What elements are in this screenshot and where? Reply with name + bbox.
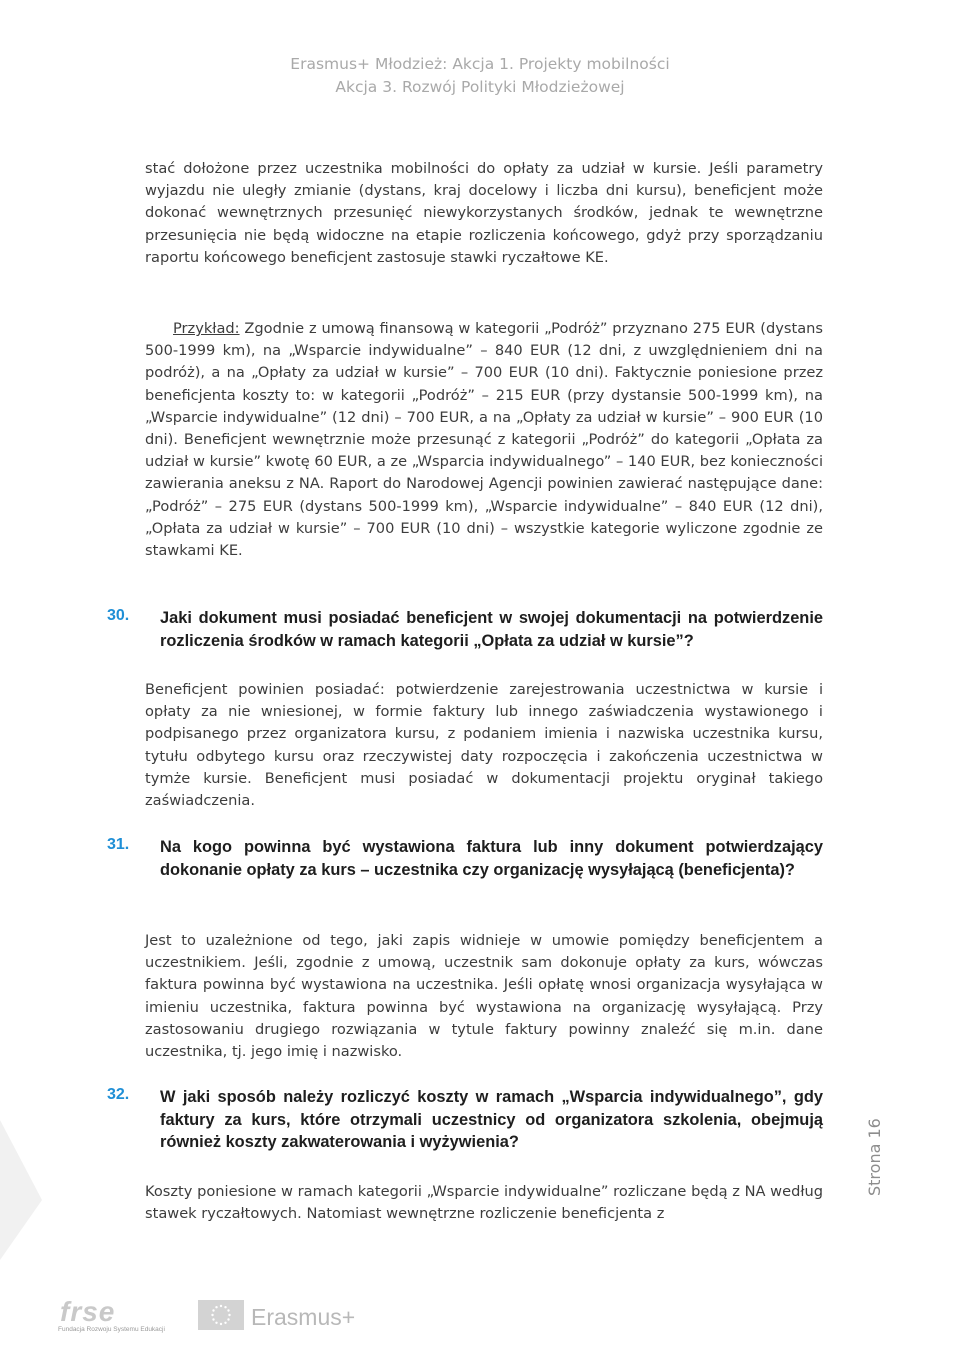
answer-31: Jest to uzależnione od tego, jaki zapis widnieje w umowie pomiędzy beneficjentem a uczestnikiem. Jeśli, zgodnie z umową, uczestnik sam dokonuje opłaty za kurs, wówczas faktura powinna być wystawiona na uczestnika. Jeśli opłatę wnosi organizacja wysyłająca w imieniu uczestnika, faktura powinna być wystawiona na organizację wysyłającą. Przy zastosowaniu drugiego rozwiązania w tytule faktury powinny znaleźć się m.in. dane uczestnika, tj. jego imię i nazwisko.	[145, 932, 823, 1061]
answer-32: Koszty poniesione w ramach kategorii „Wsparcie indywidualne” rozliczane będą z NA według stawek ryczałtowych. Natomiast wewnętrzne rozliczenie beneficjenta z	[145, 1183, 823, 1223]
corner-decoration	[0, 1120, 60, 1260]
frse-logo-text: frse	[60, 1296, 116, 1327]
intro-paragraph: stać dołożone przez uczestnika mobilności do opłaty za udział w kursie. Jeśli parametry wyjazdu nie uległy zmianie (dystans, kraj docelowy i liczba dni kursu), beneficjent może dokonać wewnętrznych przesunięć niewykorzystanych środków, jednak te wewnętrzne przesunięcia nie będą widoczne na etapie rozliczenia końcowego, gdyż przy sporządzaniu raportu końcowego beneficjent zastosuje stawki ryczałtowe KE.	[145, 160, 823, 266]
question-31	[107, 836, 823, 881]
question-30	[107, 607, 823, 652]
header-title-line2: Akcja 3. Rozwój Polityki Młodzieżowej	[335, 78, 625, 96]
page-number: Strona 16	[865, 1118, 884, 1196]
eu-flag-icon	[198, 1300, 244, 1330]
frse-logo	[58, 1296, 153, 1326]
erasmus-logo: Erasmus+	[251, 1304, 356, 1330]
question-text: Na kogo powinna być wystawiona faktura lub inny dokument potwierdzający dokonanie opłaty za kurs – uczestnika czy organizację wysyłającą (beneficjenta)?	[160, 838, 823, 879]
footer-logos	[58, 1292, 398, 1342]
question-32	[107, 1086, 823, 1154]
question-number: 30.	[107, 607, 130, 624]
question-text: Jaki dokument musi posiadać beneficjent w swojej dokumentacji na potwierdzenie rozliczenia środków w ramach kategorii „Opłata za udział w kursie”?	[160, 609, 823, 650]
answer-30: Beneficjent powinien posiadać: potwierdzenie zarejestrowania uczestnictwa w kursie i opłaty za nie wniesionej, w formie faktury lub innego zaświadczenia wystawionego i podpisanego przez organizatora kursu, z podaniem imienia i nazwiska uczestnika kursu, tytułu odbytego kursu oraz rzeczywistej daty rozpoczęcia i zakończenia uczestnictwa w tymże kursie. Beneficjent musi posiadać w dokumentacji projektu oryginał takiego zaświadczenia.	[145, 681, 823, 810]
header-title-line1: Erasmus+ Młodzież: Akcja 1. Projekty mobilności	[290, 55, 670, 73]
question-number: 31.	[107, 836, 130, 853]
frse-caption: Fundacja Rozwoju Systemu Edukacji	[58, 1326, 165, 1333]
example-label: Przykład:	[173, 320, 240, 337]
document-header	[0, 53, 960, 99]
question-number: 32.	[107, 1086, 130, 1103]
example-paragraph	[145, 318, 823, 562]
question-text: W jaki sposób należy rozliczyć koszty w ramach „Wsparcia indywidualnego”, gdy faktury za kurs, które otrzymali uczestnicy od organizatora szkolenia, obejmują również koszty zakwaterowania i wyżywienia?	[160, 1088, 823, 1151]
example-text: Zgodnie z umową finansową w kategorii „Podróż” przyznano 275 EUR (dystans 500-1999 km), na „Wsparcie indywidualne” – 840 EUR (12 dni, z uwzględnieniem dni na podróż), a na „Opłaty za udział w kursie” – 700 EUR (10 dni). Faktycznie poniesione przez beneficjenta koszty to: w kategorii „Podróż” – 215 EUR (przy dystansie 500-1999 km), na „Wsparcie indywidualne” (12 dni) – 700 EUR, a na „Opłaty za udział w kursie” – 900 EUR (10 dni). Beneficjent wewnętrznie może przesunąć z kategorii „Podróż” do kategorii „Opłata za udział w kursie” kwotę 60 EUR, a ze „Wsparcia indywidualnego” – 140 EUR, bez konieczności zawierania aneksu z NA. Raport do Narodowej Agencji powinien zawierać następujące dane: „Podróż” – 275 EUR (dystans 500-1999 km), „Wsparcie indywidualne” – 840 EUR (12 dni), „Opłata za udział w kursie” – 700 EUR (10 dni) – wszystkie kategorie wyliczone zgodnie ze stawkami KE.	[145, 320, 823, 560]
